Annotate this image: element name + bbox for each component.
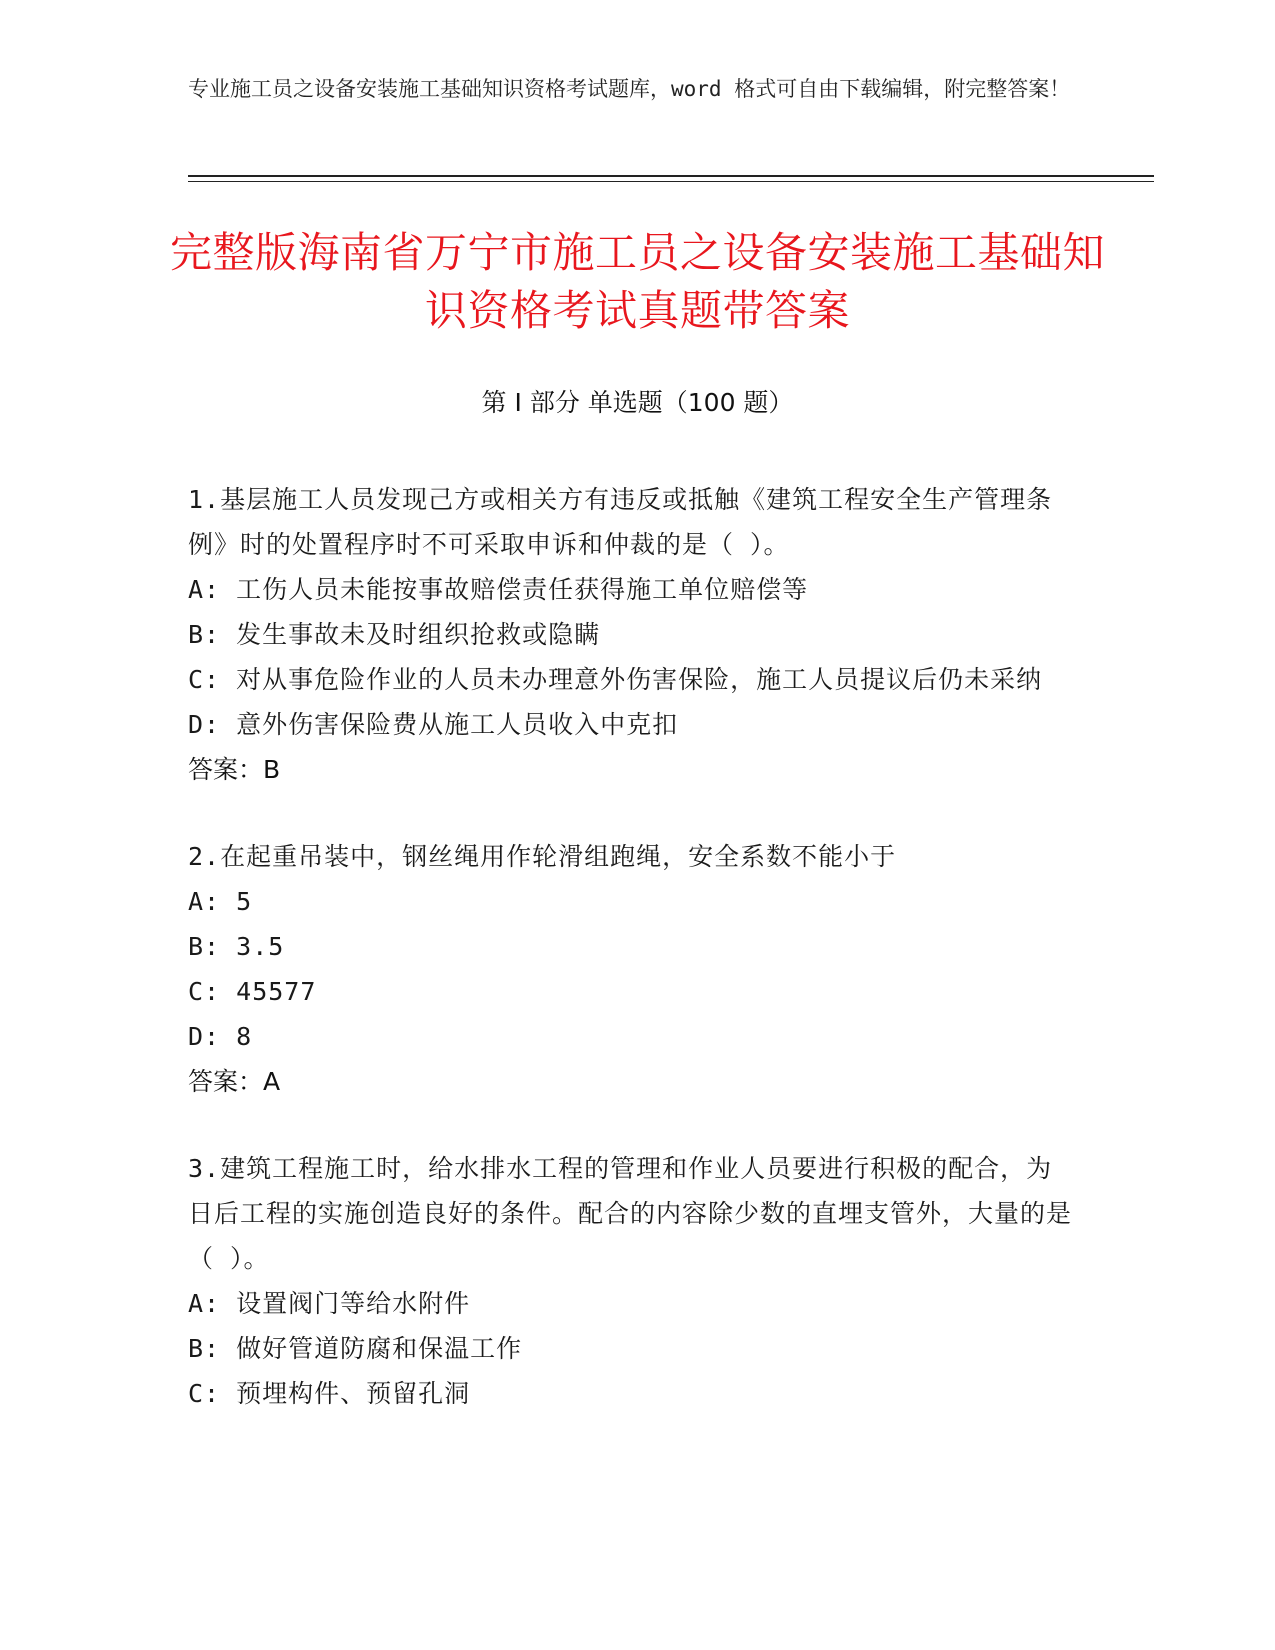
option-a: A: 5: [188, 887, 253, 916]
option-a: A: 工伤人员未能按事故赔偿责任获得施工单位赔偿等: [188, 575, 809, 604]
header-note: 专业施工员之设备安装施工基础知识资格考试题库，word 格式可自由下载编辑，附完整答案！: [188, 77, 1071, 101]
option-c: C: 45577: [188, 977, 317, 1006]
answer: 答案：B: [188, 755, 281, 784]
option-b: B: 做好管道防腐和保温工作: [188, 1334, 523, 1363]
header-rule-thin: [188, 181, 1154, 182]
option-c: C: 预埋构件、预留孔洞: [188, 1379, 471, 1408]
header-rule-thick: [188, 175, 1154, 177]
document-title: 完整版海南省万宁市施工员之设备安装施工基础知识资格考试真题带答案: [169, 228, 1105, 335]
option-a: A: 设置阀门等给水附件: [188, 1289, 471, 1318]
option-d: D: 意外伤害保险费从施工人员收入中克扣: [188, 710, 679, 739]
answer: 答案：A: [188, 1067, 281, 1096]
section-title: 第 I 部分 单选题（100 题）: [481, 388, 794, 417]
option-c: C: 对从事危险作业的人员未办理意外伤害保险，施工人员提议后仍未采纳: [188, 665, 1043, 694]
option-b: B: 发生事故未及时组织抢救或隐瞒: [188, 620, 601, 649]
question-1: [188, 477, 1078, 792]
question-text: 3.建筑工程施工时，给水排水工程的管理和作业人员要进行积极的配合，为日后工程的实施创造良好的条件。配合的内容除少数的直埋支管外，大量的是（ ）。: [188, 1154, 1073, 1273]
question-3: [188, 1146, 1078, 1416]
question-text: 1.基层施工人员发现己方或相关方有违反或抵触《建筑工程安全生产管理条例》时的处置程序时不可采取申诉和仲裁的是（ ）。: [188, 485, 1053, 559]
question-list: [188, 477, 1078, 1458]
option-b: B: 3.5: [188, 932, 285, 961]
question-2: [188, 834, 1078, 1104]
option-d: D: 8: [188, 1022, 253, 1051]
question-text: 2.在起重吊装中，钢丝绳用作轮滑组跑绳，安全系数不能小于: [188, 842, 897, 871]
